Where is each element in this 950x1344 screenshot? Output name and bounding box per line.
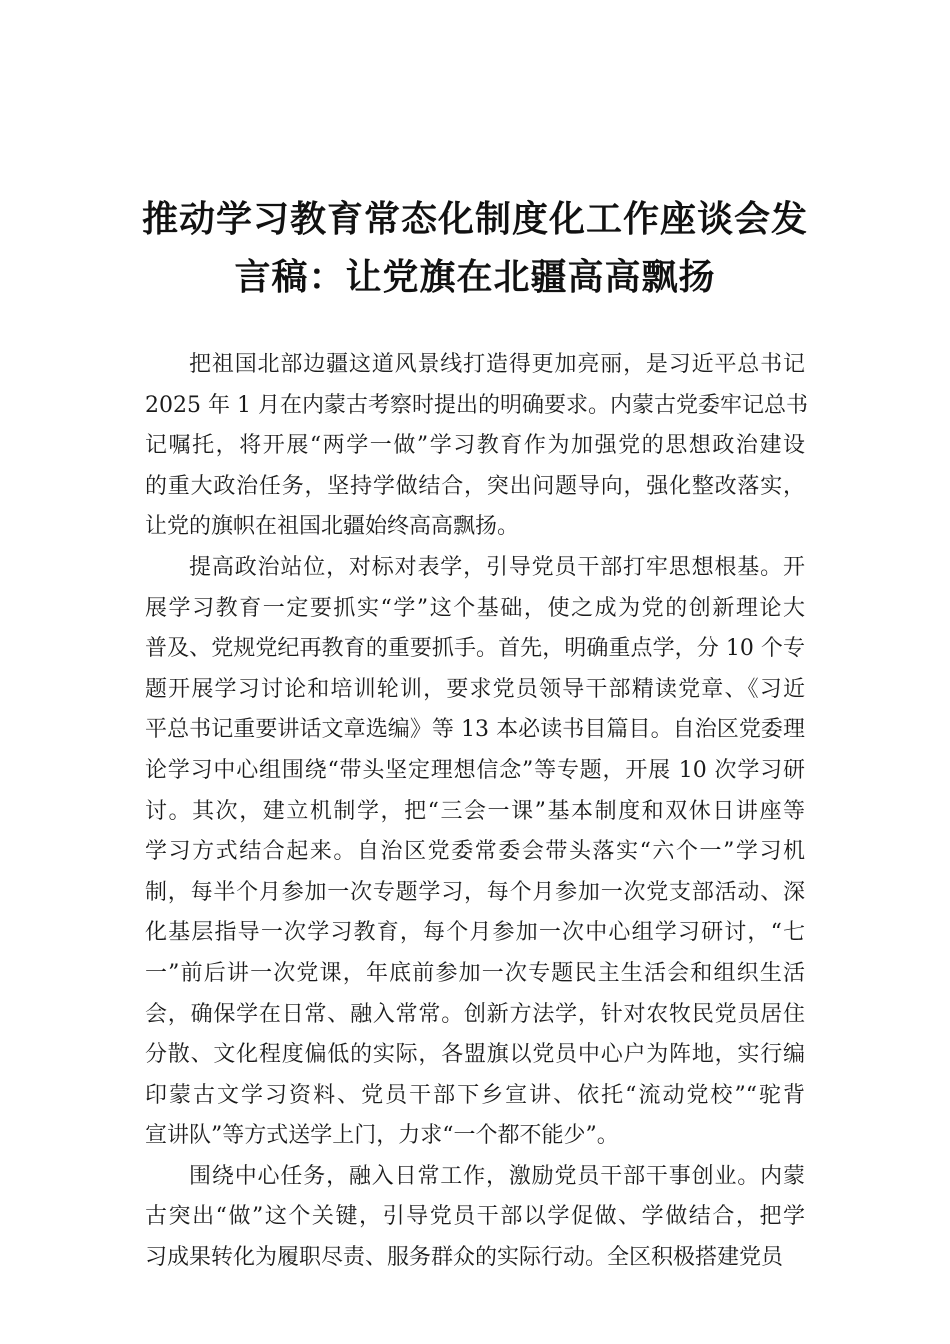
document-body <box>145 345 808 1279</box>
title-line-1: 推动学习教育常态化制度化工作座谈会发 <box>141 198 808 240</box>
paragraph-line: 2025 年 1 月在内蒙古考察时提出的明确要求。内蒙古党委牢记总书 <box>145 392 808 418</box>
paragraph-line: 让党的旗帜在祖国北疆始终高高飘扬。 <box>145 514 520 540</box>
paragraph-line: 分散、文化程度偏低的实际，各盟旗以党员中心户为阵地，实行编 <box>145 1042 805 1068</box>
paragraph-line: 制，每半个月参加一次专题学习，每个月参加一次党支部活动、深 <box>145 879 805 905</box>
paragraph-line: 一”前后讲一次党课，年底前参加一次专题民主生活会和组织生活 <box>145 960 805 986</box>
paragraph-line: 化基层指导一次学习教育，每个月参加一次中心组学习研讨，“七 <box>145 920 805 946</box>
paragraph-line: 提高政治站位，对标对表学，引导党员干部打牢思想根基。开 <box>189 554 805 580</box>
paragraph-line: 平总书记重要讲话文章选编》等 13 本必读书目篇目。自治区党委理 <box>145 717 805 743</box>
paragraph-2 <box>145 548 805 1157</box>
paragraph-line: 学习方式结合起来。自治区党委常委会带头落实“六个一”学习机 <box>145 839 805 865</box>
paragraph-line: 习成果转化为履职尽责、服务群众的实际行动。全区积极搭建党员 <box>145 1245 784 1271</box>
paragraph-line: 论学习中心组围绕“带头坚定理想信念”等专题，开展 10 次学习研 <box>145 757 805 783</box>
paragraph-line: 围绕中心任务，融入日常工作，激励党员干部干事创业。内蒙 <box>189 1163 805 1189</box>
paragraph-line: 古突出“做”这个关键，引导党员干部以学促做、学做结合，把学 <box>145 1204 805 1230</box>
paragraph-line: 的重大政治任务，坚持学做结合，突出问题导向，强化整改落实， <box>145 473 805 499</box>
paragraph-3 <box>145 1157 805 1279</box>
title-line-2: 言稿：让党旗在北疆高高飘扬 <box>234 256 716 298</box>
paragraph-line: 普及、党规党纪再教育的重要抓手。首先，明确重点学，分 10 个专 <box>145 636 805 662</box>
document-title <box>140 190 810 306</box>
paragraph-1 <box>145 345 808 548</box>
paragraph-line: 印蒙古文学习资料、党员干部下乡宣讲、依托“流动党校”“驼背 <box>145 1082 805 1108</box>
paragraph-line: 把祖国北部边疆这道风景线打造得更加亮丽，是习近平总书记 <box>189 352 805 377</box>
paragraph-line: 题开展学习讨论和培训轮训，要求党员领导干部精读党章、《习近 <box>145 676 805 702</box>
paragraph-line: 展学习教育一定要抓实“学”这个基础，使之成为党的创新理论大 <box>145 595 805 621</box>
paragraph-line: 会，确保学在日常、融入常常。创新方法学，针对农牧民党员居住 <box>145 1001 805 1027</box>
paragraph-line: 记嘱托，将开展“两学一做”学习教育作为加强党的思想政治建设 <box>145 433 805 459</box>
paragraph-line: 讨。其次，建立机制学，把“三会一课”基本制度和双休日讲座等 <box>145 798 805 824</box>
paragraph-line: 宣讲队”等方式送学上门，力求“一个都不能少”。 <box>145 1123 619 1149</box>
